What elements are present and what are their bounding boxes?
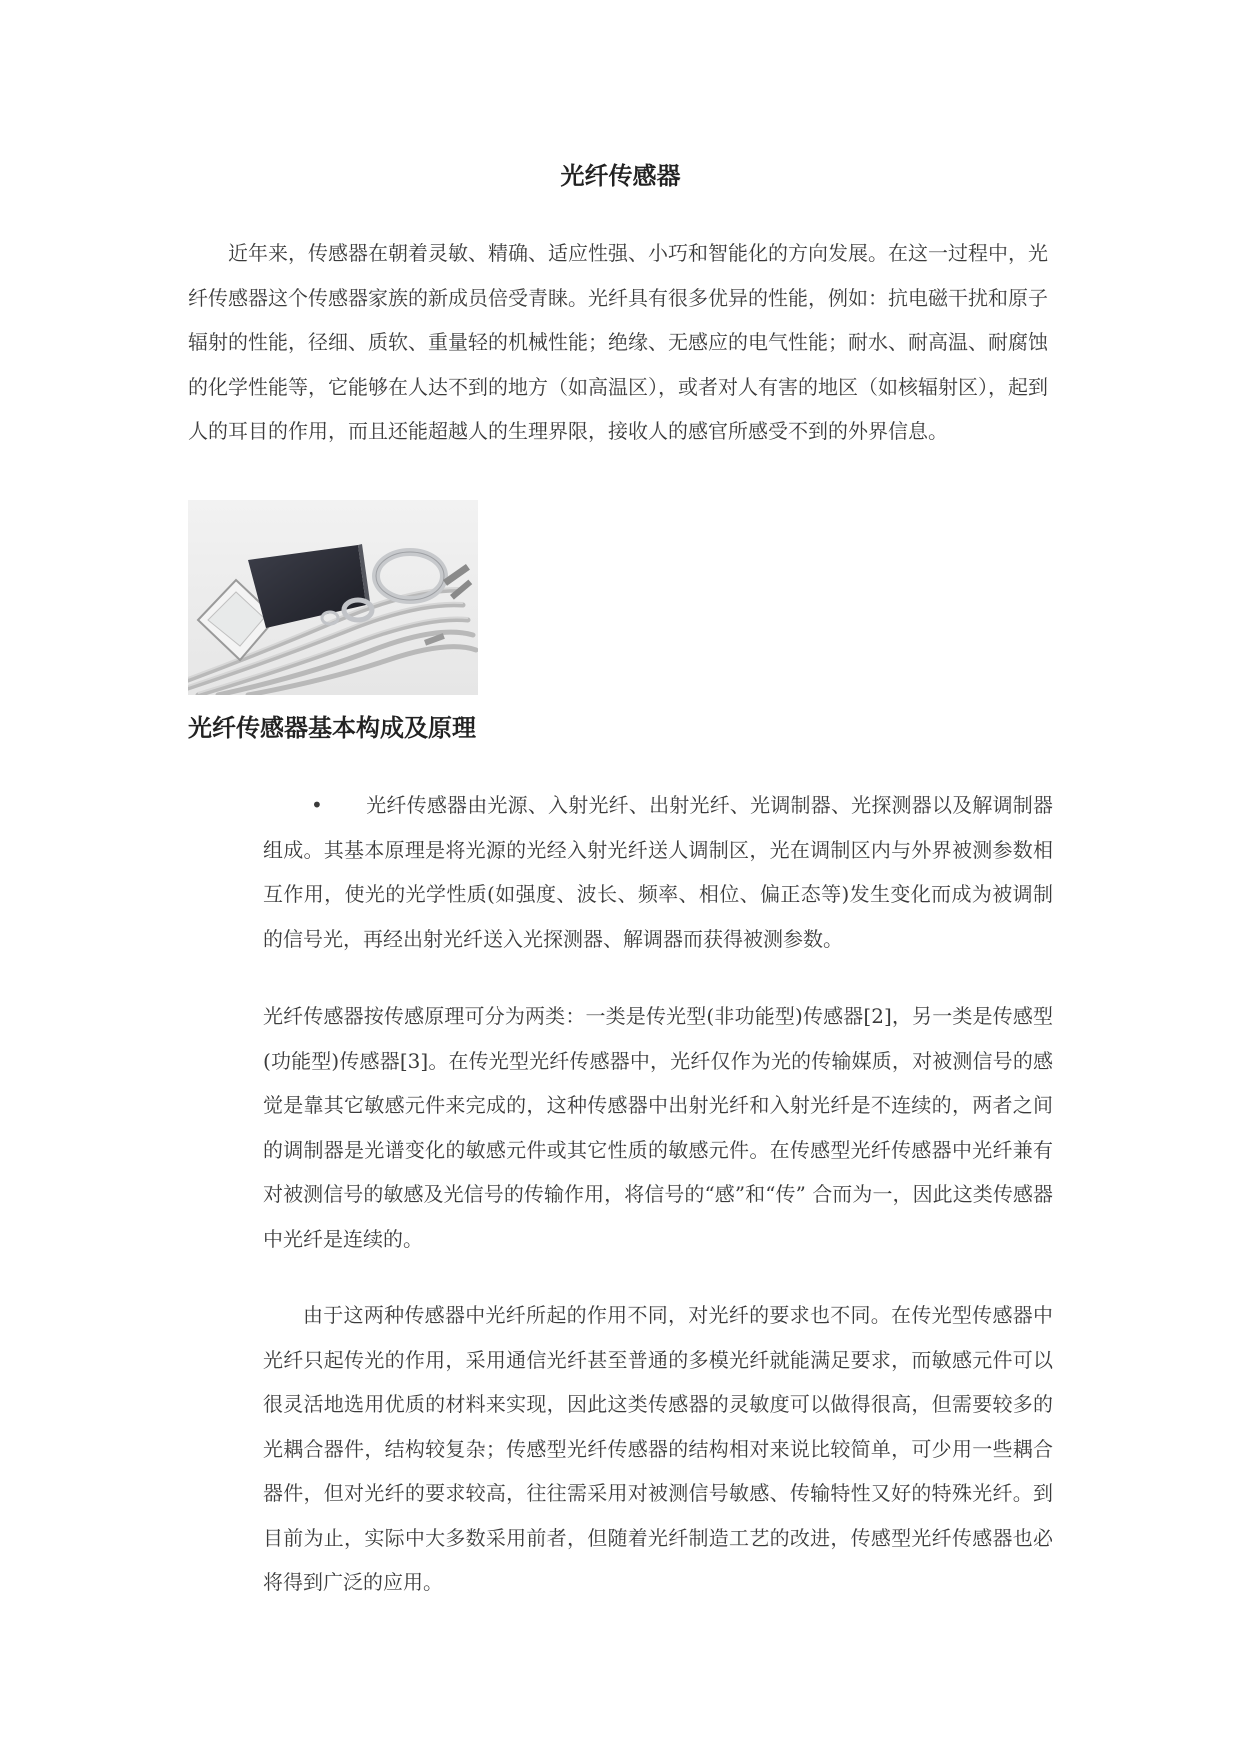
bullet-item [263,783,1053,961]
paragraph-sensor-types: 光纤传感器按传感原理可分为两类：一类是传光型(非功能型)传感器[2]，另一类是传感型(功能型)传感器[3]。在传光型光纤传感器中，光纤仅作为光的传输媒质，对被测信号的感觉是靠其它敏感元件来完成的，这种传感器中出射光纤和入射光纤是不连续的，两者之间的调制器是光谱变化的敏感元件或其它性质的敏感元件。在传感型光纤传感器中光纤兼有对被测信号的敏感及光信号的传输作用，将信号的“感”和“传” 合而为一，因此这类传感器中光纤是连续的。 [263,1004,1053,1251]
section-heading: 光纤传感器基本构成及原理 [188,713,476,742]
paragraph-fiber-requirements: 由于这两种传感器中光纤所起的作用不同，对光纤的要求也不同。在传光型传感器中光纤只起传光的作用，采用通信光纤甚至普通的多模光纤就能满足要求，而敏感元件可以很灵活地选用优质的材料来实现，因此这类传感器的灵敏度可以做得很高，但需要较多的光耦合器件，结构较复杂；传感型光纤传感器的结构相对来说比较简单，可少用一些耦合器件，但对光纤的要求较高，往往需采用对被测信号敏感、传输特性又好的特殊光纤。到目前为止，实际中大多数采用前者，但随着光纤制造工艺的改进，传感型光纤传感器也必将得到广泛的应用。 [263,1303,1053,1594]
fiber-sensor-photo [188,500,478,695]
bullet-dot: • [311,793,323,817]
intro-paragraph: 近年来，传感器在朝着灵敏、精确、适应性强、小巧和智能化的方向发展。在这一过程中，光纤传感器这个传感器家族的新成员倍受青睐。光纤具有很多优异的性能，例如：抗电磁干扰和原子辐射的性能，径细、质软、重量轻的机械性能；绝缘、无感应的电气性能；耐水、耐高温、耐腐蚀的化学性能等，它能够在人达不到的地方（如高温区），或者对人有害的地区（如核辐射区），起到人的耳目的作用，而且还能超越人的生理界限，接收人的感官所感受不到的外界信息。 [188,241,1048,443]
page-title: 光纤传感器 [560,161,681,190]
bullet-text: 光纤传感器由光源、入射光纤、出射光纤、光调制器、光探测器以及解调制器组成。其基本原理是将光源的光经入射光纤送人调制区，光在调制区内与外界被测参数相互作用，使光的光学性质(如强度、波长、频率、相位、偏正态等)发生变化而成为被调制的信号光，再经出射光纤送入光探测器、解调器而获得被测参数。 [263,793,1053,951]
